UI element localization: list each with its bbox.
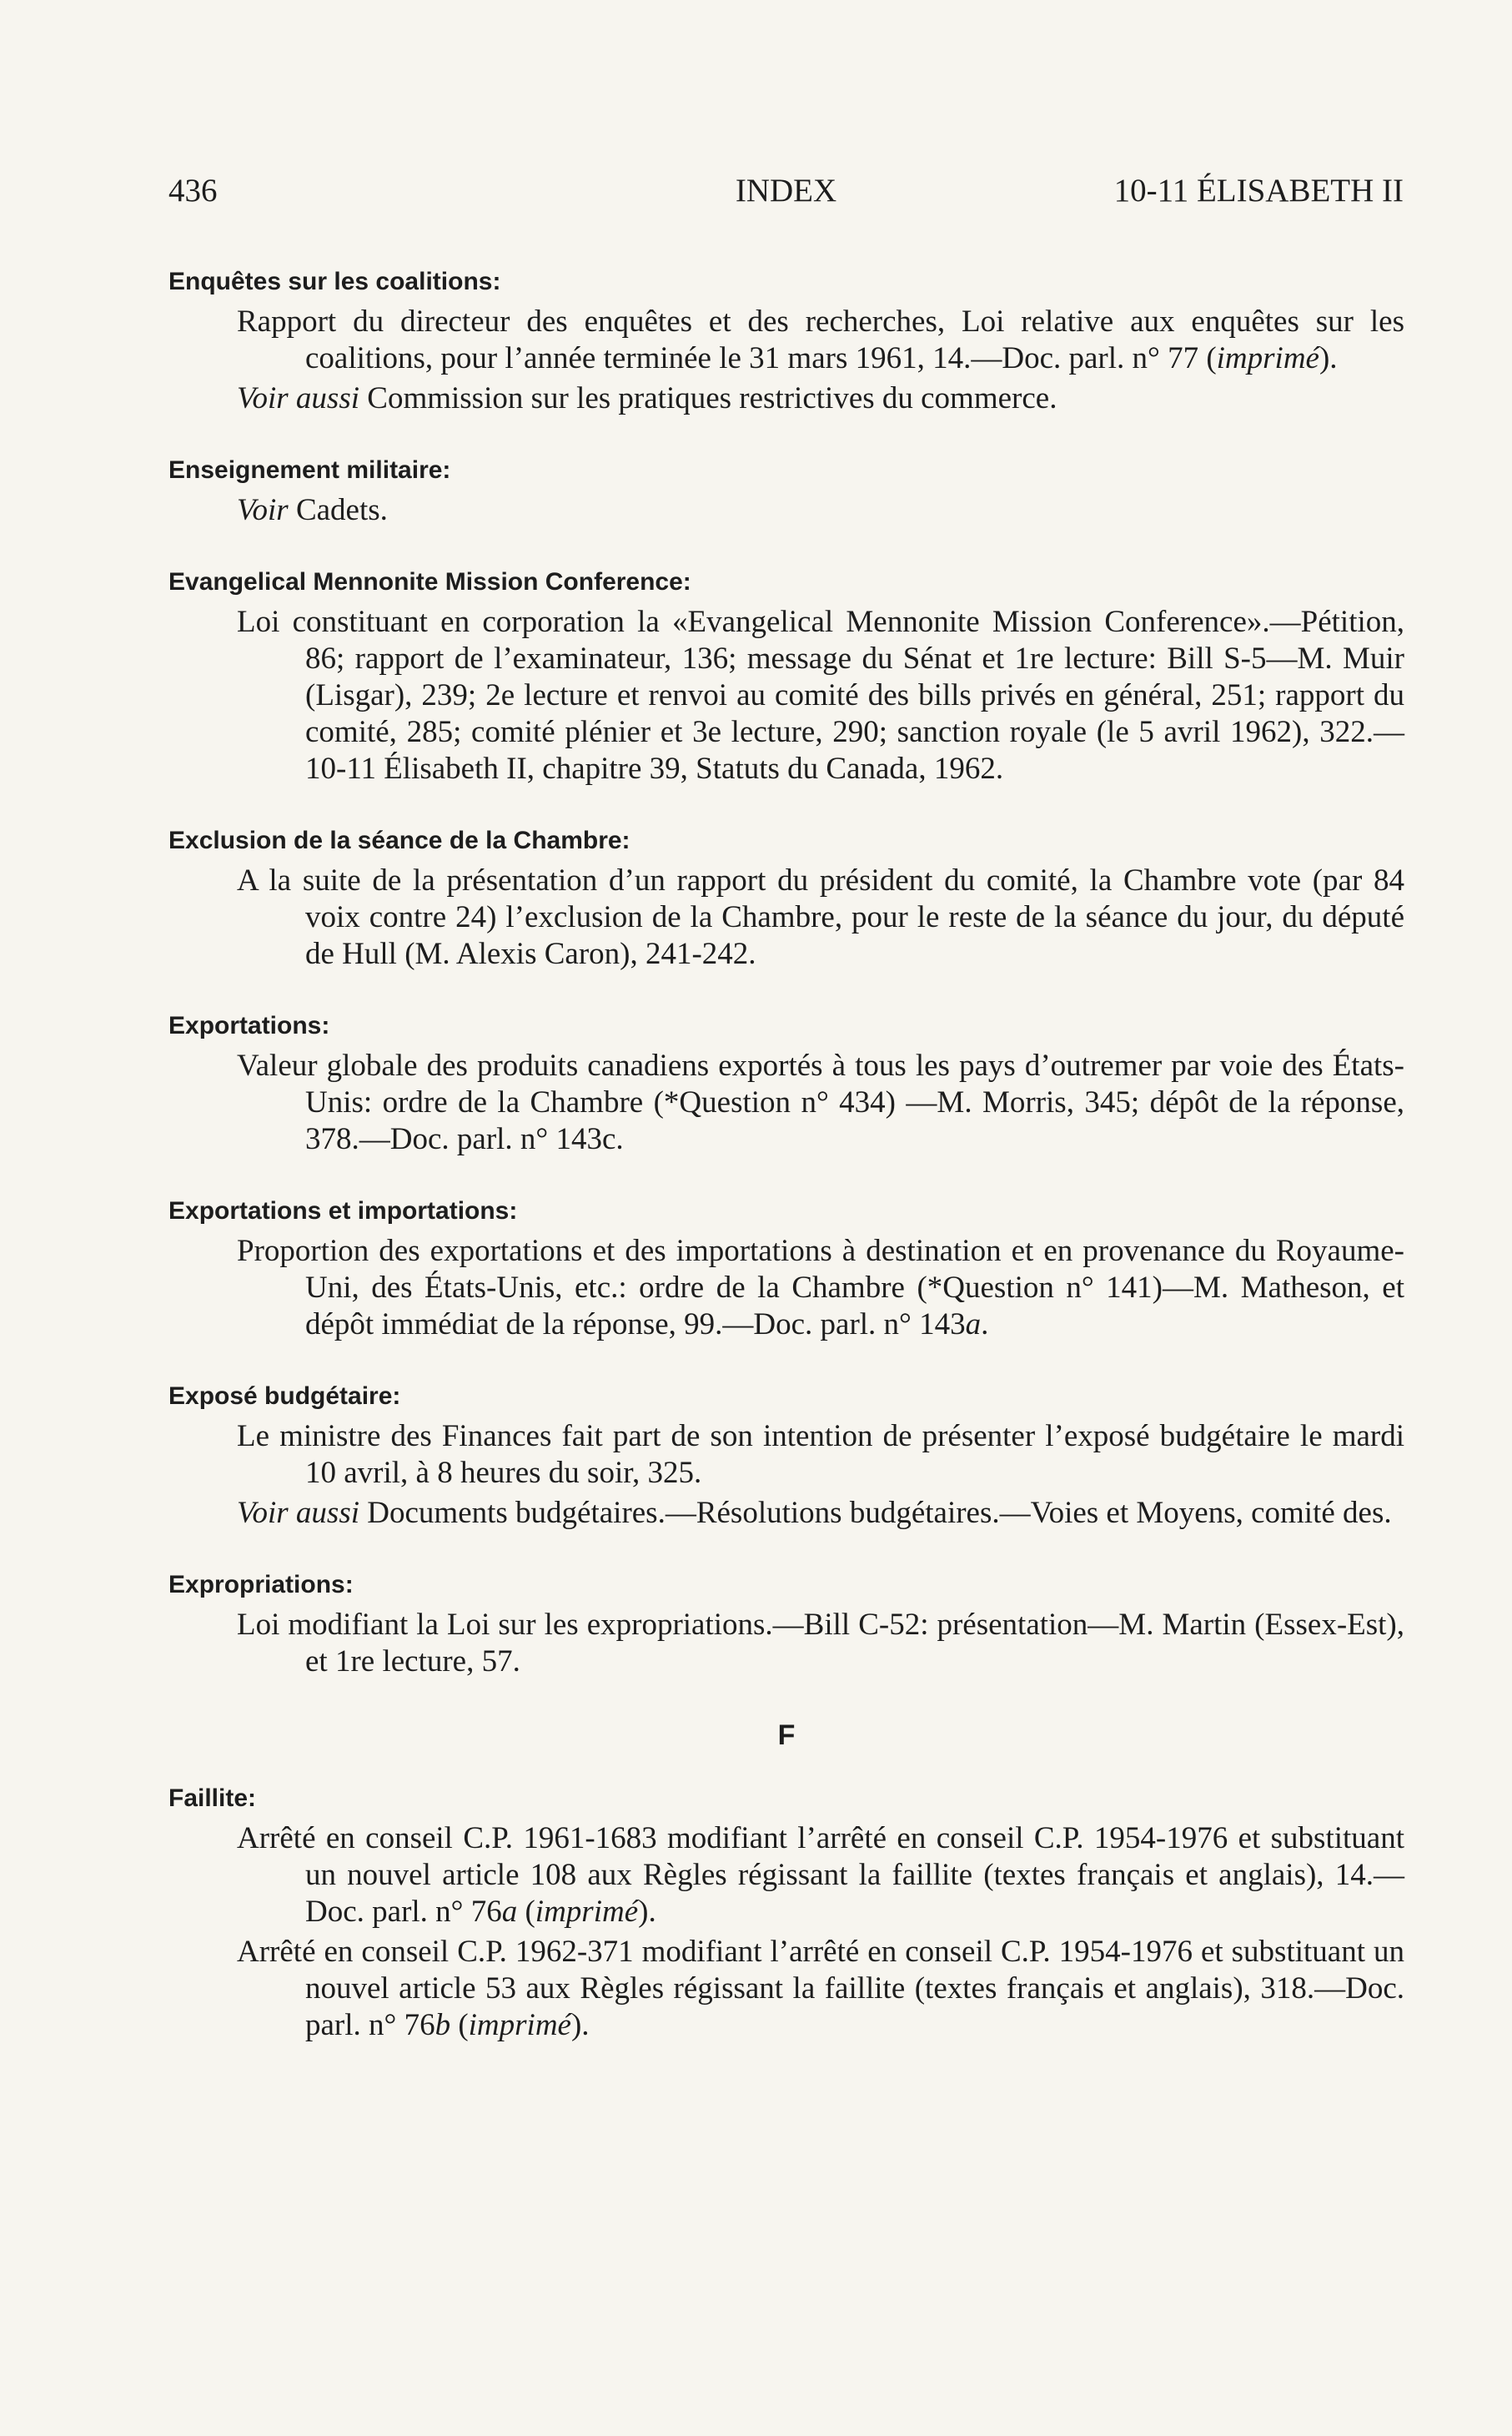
entry-body: Le ministre des Finances fait part de son intention de présenter l’exposé budgétaire le mardi 10 avril, à 8 heures du soir, 325. bbox=[237, 1419, 1404, 1490]
index-entry bbox=[168, 566, 1404, 788]
index-entry bbox=[168, 265, 1404, 417]
entry-text bbox=[237, 380, 1404, 417]
index-entry bbox=[168, 1568, 1404, 1680]
entry-body: Commission sur les pratiques restrictives du commerce. bbox=[359, 381, 1057, 415]
entry-text: Rapport du directeur des enquêtes et des recherches, Loi relative aux enquêtes sur les coalitions, pour l’année terminée le 31 mars 1961, 14.—Doc. parl. n° 77 (imprimé). bbox=[237, 304, 1404, 375]
entry-italic: imprimé bbox=[1216, 341, 1319, 375]
running-head bbox=[168, 171, 1404, 211]
entry-end: ). bbox=[1319, 341, 1338, 375]
entry-heading: Evangelical Mennonite Mission Conference: bbox=[168, 568, 691, 596]
entry-heading: Exportations: bbox=[168, 1012, 330, 1039]
entry-italic: b bbox=[435, 2008, 451, 2042]
page-number: 436 bbox=[168, 173, 218, 209]
index-entries bbox=[168, 265, 1404, 2081]
entry-italic: a bbox=[501, 1895, 518, 1929]
entry-body: Documents budgétaires.—Résolutions budgétaires.—Voies et Moyens, comité des. bbox=[359, 1496, 1392, 1530]
section-letter: F bbox=[777, 1719, 796, 1751]
entry-body: Arrêté en conseil C.P. 1961-1683 modifiant l’arrêté en conseil C.P. 1954-1976 et substituant un nouvel article 108 aux Règles régissant la faillite (textes français et anglais), 14.—Doc. parl. n° 76 bbox=[237, 1821, 1404, 1929]
entry-heading: Enseignement militaire: bbox=[168, 456, 451, 484]
entry-heading: Exportations et importations: bbox=[168, 1197, 518, 1225]
see-also-ref: Voir aussi bbox=[237, 381, 360, 415]
entry-text bbox=[237, 604, 1404, 788]
entry-end: (imprimé). bbox=[517, 1895, 656, 1929]
entry-text bbox=[237, 1495, 1404, 1532]
entry-heading: Expropriations: bbox=[168, 1571, 354, 1598]
entry-heading: Exclusion de la séance de la Chambre: bbox=[168, 827, 630, 854]
see-also-ref: Voir bbox=[237, 493, 289, 527]
entry-text bbox=[237, 1048, 1404, 1158]
index-entry bbox=[168, 1009, 1404, 1158]
entry-body: Loi constituant en corporation la «Evangelical Mennonite Mission Conference».—Pétition, 86; rapport de l’examinateur, 136; message du Sénat et 1re lecture: Bill S-5—M. Muir (Lisgar), 239; 2e lecture et renvoi au comité des bills privés en général, 251; rapport du comité, 285; comité plénier et 3e lecture, 290; sanction royale (le 5 avril 1962), 322.—10-11 Élisabeth II, chapitre 39, Statuts du Canada, 1962. bbox=[237, 605, 1404, 786]
entry-text bbox=[237, 1418, 1404, 1492]
session-label: 10-11 ÉLISABETH II bbox=[1113, 173, 1404, 209]
entry-body: Arrêté en conseil C.P. 1962-371 modifiant l’arrêté en conseil C.P. 1954-1976 et substituant un nouvel article 53 aux Règles régissant la faillite (textes français et anglais), 318.—Doc. parl. n° 76 bbox=[237, 1935, 1404, 2042]
entry-body: Proportion des exportations et des importations à destination et en provenance du Royaume-Uni, des États-Unis, etc.: ordre de la Chambre (*Question n° 141)—M. Matheson, et dépôt immédiat de la réponse, 99.—Doc. parl. n° 143 bbox=[237, 1234, 1404, 1341]
entry-body: A la suite de la présentation d’un rapport du président du comité, la Chambre vote (par 84 voix contre 24) l’exclusion de la Chambre, pour le reste de la séance du jour, du député de Hull (M. Alexis Caron), 241-242. bbox=[237, 863, 1404, 971]
entry-body: Loi modifiant la Loi sur les expropriations.—Bill C-52: présentation—M. Martin (Essex-Est), et 1re lecture, 57. bbox=[237, 1608, 1404, 1679]
entry-text bbox=[237, 1607, 1404, 1680]
entry-heading: Exposé budgétaire: bbox=[168, 1382, 401, 1410]
entry-body: Rapport du directeur des enquêtes et des recherches, Loi relative aux enquêtes sur les coalitions, pour l’année terminée le 31 mars 1961, 14.—Doc. parl. n° 77 bbox=[237, 304, 1404, 375]
index-entry bbox=[168, 1195, 1404, 1343]
see-also-ref: Voir aussi bbox=[237, 1496, 360, 1530]
entry-body: Valeur globale des produits canadiens exportés à tous les pays d’outremer par voie des États-Unis: ordre de la Chambre (*Question n° 434) —M. Morris, 345; dépôt de la réponse, 378.—Doc. parl. n° 143c. bbox=[237, 1049, 1404, 1156]
entry-text bbox=[237, 492, 1404, 529]
entry-text bbox=[237, 863, 1404, 973]
index-entry bbox=[168, 824, 1404, 973]
entry-heading: Faillite: bbox=[168, 1784, 257, 1812]
entry-text bbox=[237, 1233, 1404, 1343]
entry-text bbox=[237, 1934, 1404, 2044]
page-title: INDEX bbox=[735, 173, 837, 209]
index-entry bbox=[168, 1380, 1404, 1532]
entry-italic: a bbox=[965, 1307, 982, 1341]
index-entry bbox=[168, 454, 1404, 529]
entry-body: Cadets. bbox=[288, 493, 388, 527]
entry-heading: Enquêtes sur les coalitions: bbox=[168, 268, 501, 295]
entry-text bbox=[237, 1820, 1404, 1930]
index-entry bbox=[168, 1782, 1404, 2044]
entry-end: . bbox=[981, 1307, 989, 1341]
entry-end: (imprimé). bbox=[450, 2008, 590, 2042]
